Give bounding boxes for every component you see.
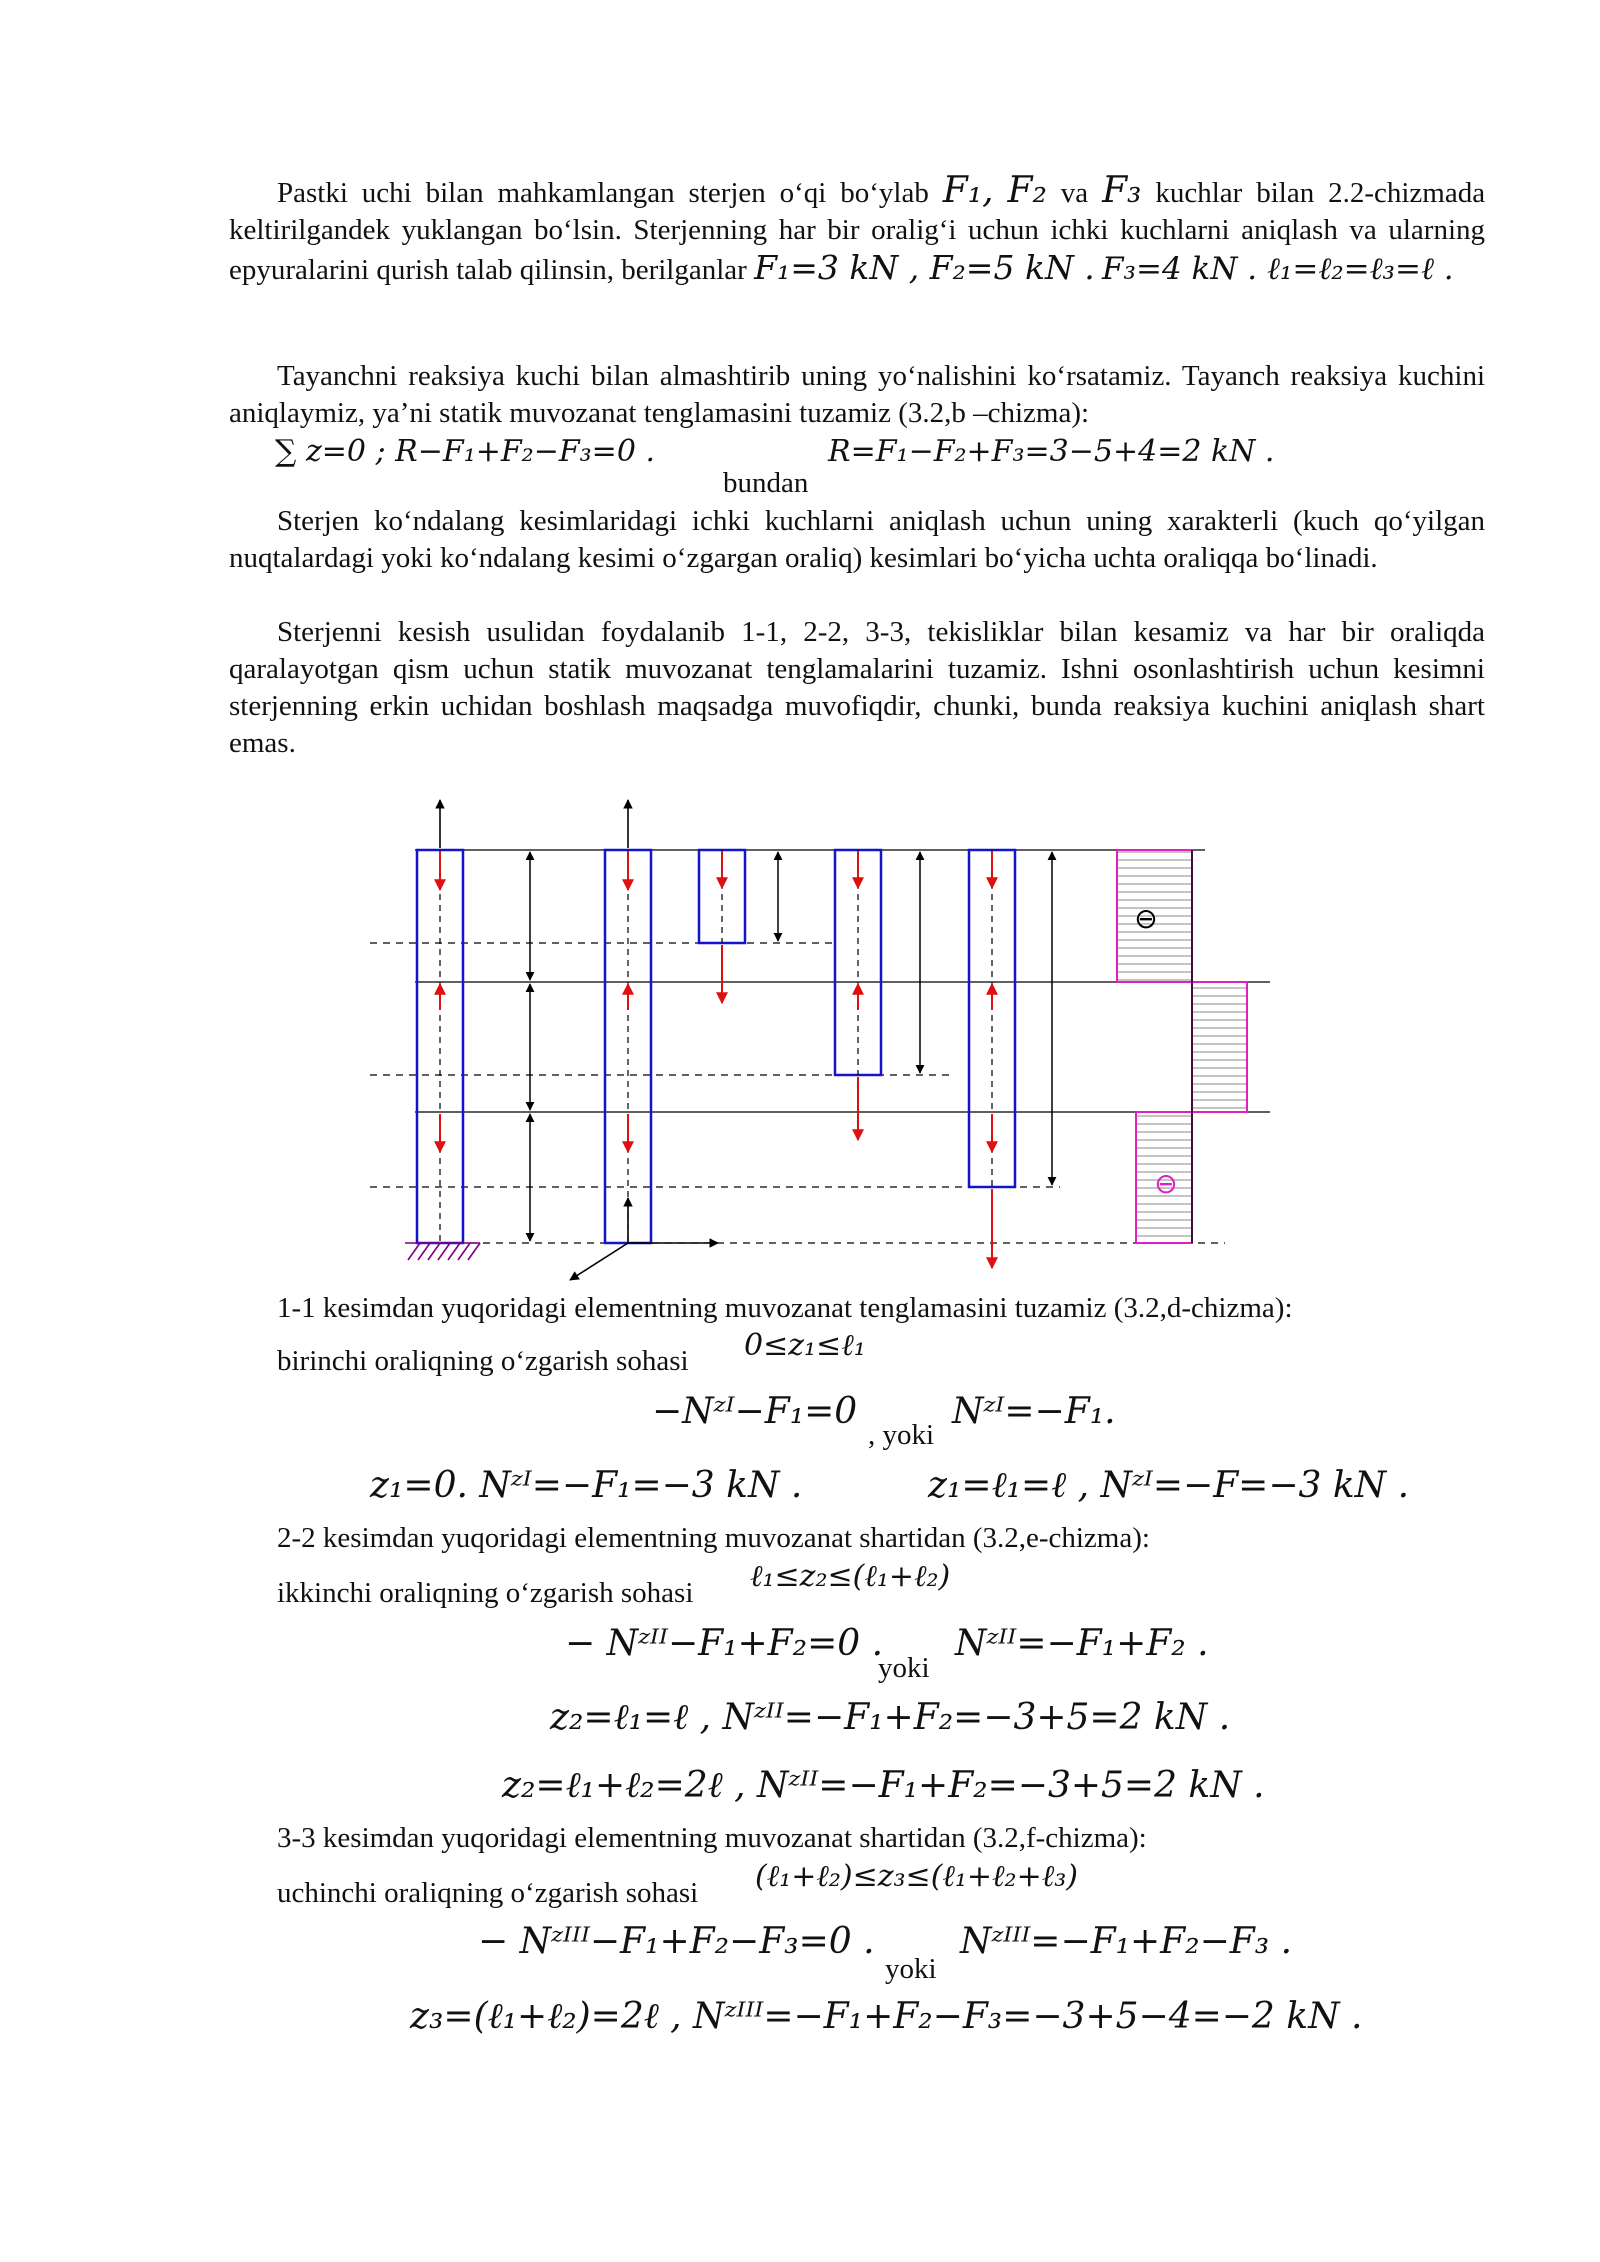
section1-eq2: Nᶻᴵ=−F₁. (952, 1391, 1116, 1432)
reaction-equation: R=F₁−F₂+F₃=3−5+4=2 kN . (828, 434, 1275, 469)
epure-minus-top: ⊖ (1134, 902, 1158, 935)
section3-eq2: Nᶻᴵᴵᴵ=−F₁+F₂−F₃ . (960, 1921, 1293, 1962)
section3-eq1: − Nᶻᴵᴵᴵ−F₁+F₂−F₃=0 . (478, 1921, 875, 1962)
section1-yoki: , yoki (868, 1419, 935, 1451)
section1-range-label: birinchi oraliqning o‘zgarish sohasi (277, 1345, 689, 1377)
section-dashed-lines (370, 943, 1225, 1243)
intro-paragraph-2: Tayanchni reaksiya kuchi bilan almashtirib uning yo‘nalishini ko‘rsatamiz. Tayanch reaksiya kuchini aniqlaymiz, ya’ni statik muvozanat tenglamasini tuzamiz (3.2,b –chizma): (229, 360, 1485, 429)
bundan-word: bundan (723, 467, 809, 499)
given-values-2: F₃=4 kN . ℓ₁=ℓ₂=ℓ₃=ℓ . (1102, 251, 1454, 287)
section2-range-label: ikkinchi oraliqning o‘zgarish sohasi (277, 1577, 694, 1609)
coordinate-axes (570, 1198, 718, 1280)
section3-range-label: uchinchi oraliqning o‘zgarish sohasi (277, 1877, 699, 1909)
section2-yoki: yoki (878, 1652, 930, 1684)
epure-minus-bottom: ⊖ (1154, 1167, 1178, 1200)
section2-eq2: Nᶻᴵᴵ=−F₁+F₂ . (955, 1623, 1209, 1664)
section2-heading: 2-2 kesimdan yuqoridagi elementning muvozanat shartidan (3.2,e-chizma): (277, 1522, 1150, 1554)
section1-value-end: z₁=ℓ₁=ℓ , Nᶻᴵ=−F=−3 kN . (928, 1465, 1410, 1506)
symbol-F2: F₂ (1007, 170, 1047, 211)
equilibrium-equation: ∑ z=0 ; R−F₁+F₂−F₃=0 . (275, 434, 655, 469)
intro-paragraph-4: Sterjenni kesish usulidan foydalanib 1-1, 2-2, 3-3, tekisliklar bilan kesamiz va har bir oraliqda qaralayotgan qism uchun statik muvozanat tenglamalarini tuzamiz. Ishni osonlashtirish uchun kesimni sterjenning erkin uchidan boshlash maqsadga muvofiqdir, chunki, bunda reaksiya kuchini aniqlash shart emas. (229, 616, 1485, 759)
section3-heading: 3-3 kesimdan yuqoridagi elementning muvozanat shartidan (3.2,f-chizma): (277, 1822, 1147, 1854)
section3-range: (ℓ₁+ℓ₂)≤z₃≤(ℓ₁+ℓ₂+ℓ₃) (755, 1859, 1078, 1894)
section2-eq1: − Nᶻᴵᴵ−F₁+F₂=0 . (565, 1623, 884, 1664)
intro-paragraph-3: Sterjen ko‘ndalang kesimlaridagi ichki kuchlarni aniqlash uchun uning xarakterli (kuch qo‘yilgan nuqtalardagi yoki ko‘ndalang kesimi o‘zgargan oraliq) kesimlari bo‘yicha uchta oraliqqa bo‘linadi. (229, 505, 1485, 574)
section2-value-end: z₂=ℓ₁+ℓ₂=2ℓ , Nᶻᴵᴵ=−F₁+F₂=−3+5=2 kN . (502, 1765, 1265, 1806)
symbol-F3: F₃ (1102, 170, 1142, 211)
given-values: F₁=3 kN , F₂=5 kN . (754, 248, 1095, 287)
section1-value-start: z₁=0. Nᶻᴵ=−F₁=−3 kN . (370, 1465, 803, 1506)
section3-yoki: yoki (885, 1953, 937, 1985)
section1-eq1: −Nᶻᴵ−F₁=0 (652, 1391, 858, 1432)
section1-range: 0≤z₁≤ℓ₁ (744, 1328, 866, 1363)
section2-range: ℓ₁≤z₂≤(ℓ₁+ℓ₂) (750, 1559, 951, 1594)
section3-value: z₃=(ℓ₁+ℓ₂)=2ℓ , Nᶻᴵᴵᴵ=−F₁+F₂−F₃=−3+5−4=−2 kN . (410, 1996, 1363, 2037)
section1-heading: 1-1 kesimdan yuqoridagi elementning muvozanat tenglamasini tuzamiz (3.2,d-chizma): (277, 1292, 1293, 1324)
intro-paragraph-1: Pastki uchi bilan mahkamlangan sterjen o‘qi bo‘ylab F₁, F₂ va F₃ kuchlar bilan 2.2-chizmada keltirilgandek yuklangan bo‘lsin. Sterjenning har bir oralig‘i uchun ichki kuchlarni aniqlash va ularning epyuralarini qurish talab qilinsin, berilganlar F₁=3 kN , F₂=5 kN . F₃=4 kN . ℓ₁=ℓ₂=ℓ₃=ℓ . (229, 170, 1486, 287)
fixed-support (405, 1243, 480, 1260)
section2-value-start: z₂=ℓ₁=ℓ , Nᶻᴵᴵ=−F₁+F₂=−3+5=2 kN . (550, 1697, 1231, 1738)
symbol-F1: F₁, (942, 170, 994, 211)
